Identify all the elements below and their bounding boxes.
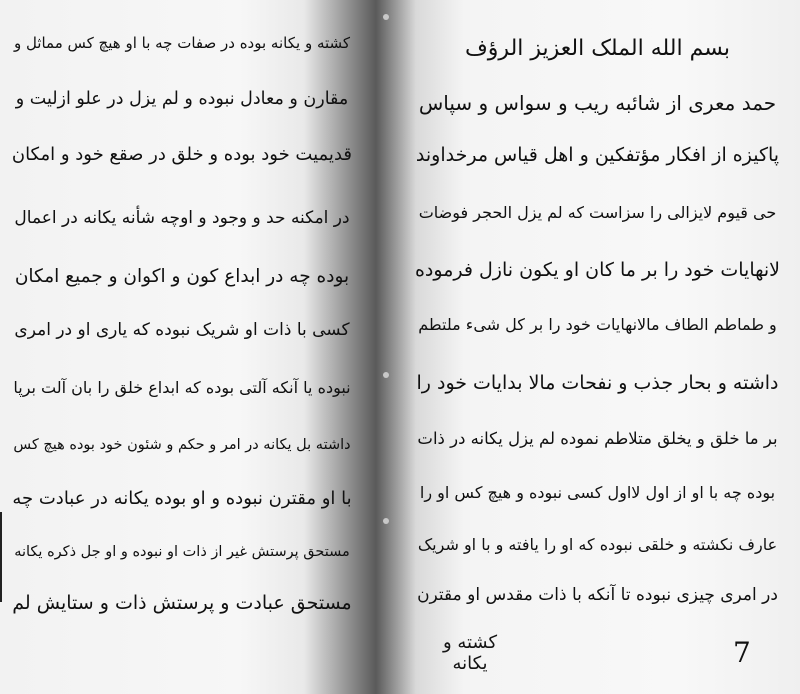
left-line-3: قدیمیت خود بوده و خلق در صقع خود و امکان <box>11 144 352 165</box>
left-line-8: داشته بل یکانه در امر و حکم و شئون خود بوده هیچ کس <box>13 437 351 453</box>
left-line-6: کسی با ذات او شریک نبوده که یاری او در امری <box>14 320 350 340</box>
right-line-7: بر ما خلق و یخلق متلاطم نموده لم یزل یکانه در ذات <box>417 429 778 448</box>
left-line-4: در امکنه حد و وجود و اوچه شأنه یکانه در اعمال <box>14 208 350 228</box>
right-line-2: پاکیزه از افکار مؤتفکین و اهل قیاس مرخداوند <box>415 144 780 166</box>
right-page <box>415 0 800 694</box>
basmala-header: بسم الله الملک العزیز الرؤف <box>465 36 730 61</box>
right-line-8: بوده چه با او از اول لااول کسی نبوده و هیچ کس او را <box>419 483 776 502</box>
margin-stroke <box>0 512 28 602</box>
left-line-7: نبوده یا آنکه آلتی بوده که ابداع خلق را بان آلت برپا <box>13 378 351 397</box>
right-line-4: لانهایات خود را بر ما کان او یکون نازل فرموده <box>414 259 780 281</box>
left-line-9: با او مقترن نبوده و او بوده یکانه در عبادت چه <box>12 488 352 509</box>
left-page <box>0 0 360 694</box>
right-line-9: عارف نکشته و خلقی نبوده که او را یافته و با او شریک <box>417 535 778 554</box>
right-line-6: داشته و بحار جذب و نفحات مالا بدایات خود را <box>416 372 779 394</box>
page-number: 7 <box>733 636 751 669</box>
left-line-1: کشته و یکانه بوده در صفات چه با او هیچ کس مماثل و <box>13 34 351 52</box>
catchword: کشته و یکانه <box>442 632 498 674</box>
left-line-11: مستحق عبادت و پرستش ذات و ستایش لم <box>12 592 352 614</box>
left-line-5: بوده چه در ابداع کون و اکوان و جمیع امکان <box>14 266 350 287</box>
left-line-2: مقارن و معادل نبوده و لم یزل در علو ازلیت و <box>15 89 349 109</box>
right-line-5: و طماطم الطاف مالانهایات خود را بر کل شیء ملتطم <box>418 315 777 334</box>
left-line-10: مستحق پرستش غیر از ذات او نبوده و او جل ذکره یکانه <box>14 544 350 560</box>
right-line-3: حی قیوم لایزالی را سزاست که لم یزل الحجر فوضات <box>418 203 777 222</box>
right-line-10: در امری چیزی نبوده تا آنکه با ذات مقدس او مقترن <box>417 585 778 605</box>
right-line-1: حمد معری از شائبه ریب و سواس و سپاس <box>418 91 777 115</box>
